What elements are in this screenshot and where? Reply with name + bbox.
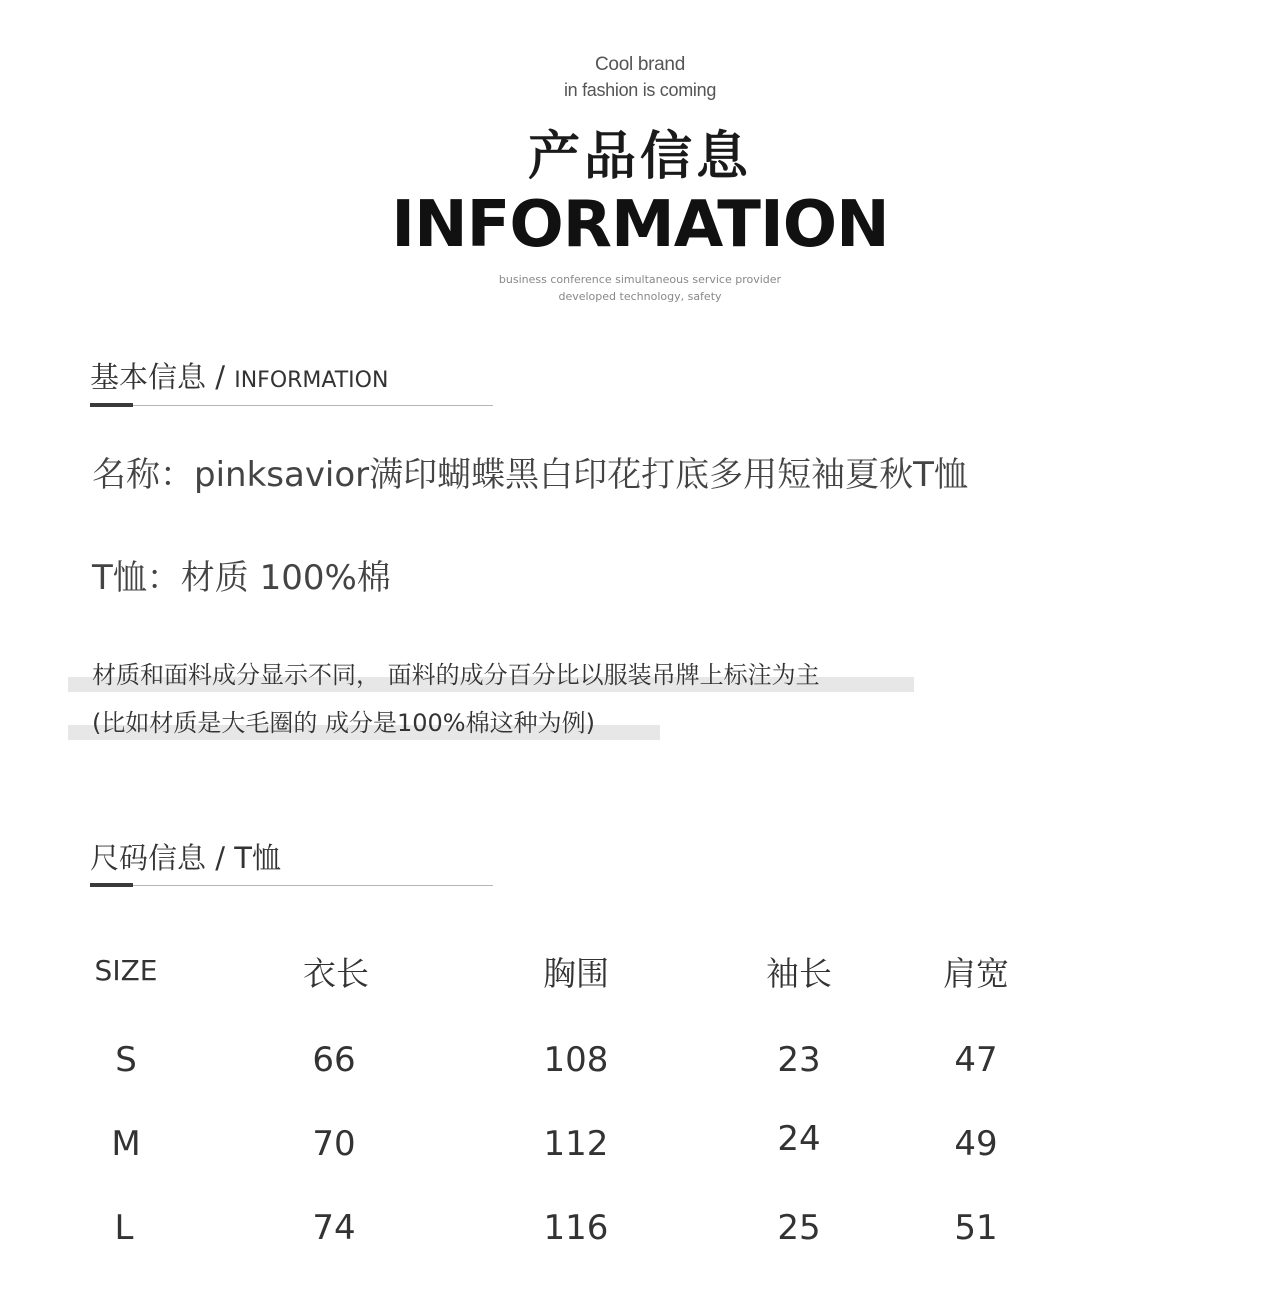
material-line: T恤：材质 100%棉 [92, 558, 391, 598]
chest-cell: 116 [543, 1208, 609, 1248]
sleeve-cell: 24 [777, 1119, 821, 1159]
length-cell: 66 [312, 1040, 356, 1080]
sleeve-cell: 23 [777, 1040, 821, 1080]
size-cell: L [114, 1208, 134, 1248]
tagline-fashion: in fashion is coming [563, 80, 717, 100]
tagline-cool-brand: Cool brand [595, 54, 685, 75]
sleeve-cell: 25 [777, 1208, 821, 1248]
table-header-size: SIZE [94, 954, 158, 987]
table-header-chest: 胸围 [543, 954, 609, 993]
material-note-1: 材质和面料成分显示不同， 面料的成分百分比以服装吊牌上标注为主 [92, 661, 820, 689]
shoulder-cell: 49 [954, 1124, 998, 1164]
table-header-sleeve: 袖长 [766, 954, 832, 993]
chest-cell: 112 [543, 1124, 609, 1164]
page-title-zh: 产品信息 [527, 127, 752, 187]
table-header-length: 衣长 [303, 954, 369, 993]
basic-info-title-en: INFORMATION [234, 368, 389, 393]
material-note-2: (比如材质是大毛圈的 成分是100%棉这种为例) [92, 709, 595, 737]
size-info-accent-bar [90, 883, 133, 887]
shoulder-cell: 47 [954, 1040, 998, 1080]
subtitle-line-1: business conference simultaneous service provider [498, 273, 782, 286]
product-name-line: 名称：pinksavior满印蝴蝶黑白印花打底多用短袖夏秋T恤 [92, 455, 968, 495]
size-cell: M [111, 1124, 141, 1164]
basic-info-accent-bar [90, 403, 133, 407]
shoulder-cell: 51 [954, 1208, 998, 1248]
size-info-section-title: 尺码信息 / T恤 [90, 841, 281, 875]
table-header-shoulder: 肩宽 [943, 954, 1009, 993]
length-cell: 74 [312, 1208, 356, 1248]
size-info-divider [90, 885, 493, 886]
chest-cell: 108 [543, 1040, 609, 1080]
page-title-en: INFORMATION [391, 188, 889, 262]
basic-info-divider [90, 405, 493, 406]
size-cell: S [115, 1040, 137, 1080]
basic-info-title-zh: 基本信息 / [90, 360, 225, 394]
basic-info-section-title [90, 355, 388, 396]
length-cell: 70 [312, 1124, 356, 1164]
subtitle-line-2: developed technology, safety [558, 290, 722, 303]
